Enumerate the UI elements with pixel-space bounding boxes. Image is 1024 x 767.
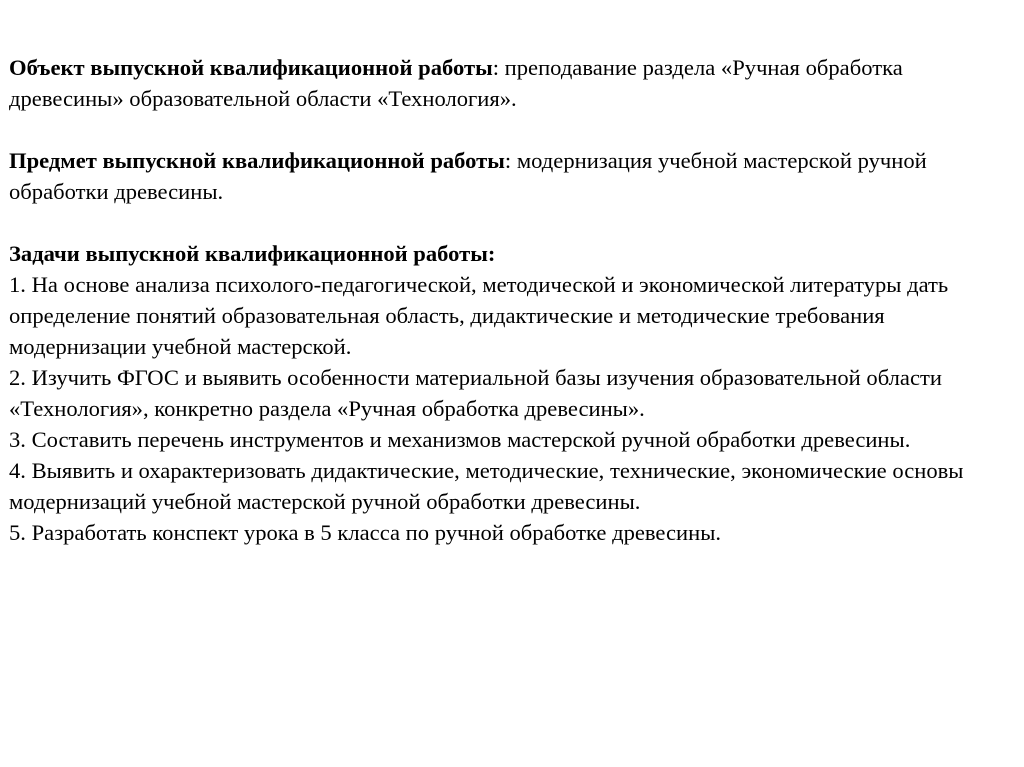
object-text: : преподавание раздела «Ручная обработка древесины» образовательной области «Технология». xyxy=(9,55,903,111)
slide-content xyxy=(9,52,1014,548)
tasks-list xyxy=(9,269,1014,548)
task-item-5: 5. Разработать конспект урока в 5 класса по ручной обработке древесины. xyxy=(9,520,722,545)
task-item-2: 2. Изучить ФГОС и выявить особенности материальной базы изучения образовательной области «Технология», конкретно раздела «Ручная обработка древесины». xyxy=(9,365,942,421)
paragraph-spacer xyxy=(9,114,1014,145)
subject-paragraph xyxy=(9,145,1014,207)
tasks-heading: Задачи выпускной квалификационной работы: xyxy=(9,241,496,266)
object-paragraph xyxy=(9,52,1014,114)
task-item-4: 4. Выявить и охарактеризовать дидактические, методические, технические, экономические основы модернизаций учебной мастерской ручной обработки древесины. xyxy=(9,458,964,514)
task-item-1: 1. На основе анализа психолого-педагогической, методической и экономической литературы дать определение понятий образовательная область, дидактические и методические требования модернизации учебной мастерской. xyxy=(9,272,949,359)
paragraph-spacer xyxy=(9,207,1014,238)
task-item-3: 3. Составить перечень инструментов и механизмов мастерской ручной обработки древесины. xyxy=(9,427,911,452)
subject-text: : модернизация учебной мастерской ручной обработки древесины. xyxy=(9,148,927,204)
subject-label: Предмет выпускной квалификационной работы xyxy=(9,148,505,173)
object-label: Объект выпускной квалификационной работы xyxy=(9,55,493,80)
